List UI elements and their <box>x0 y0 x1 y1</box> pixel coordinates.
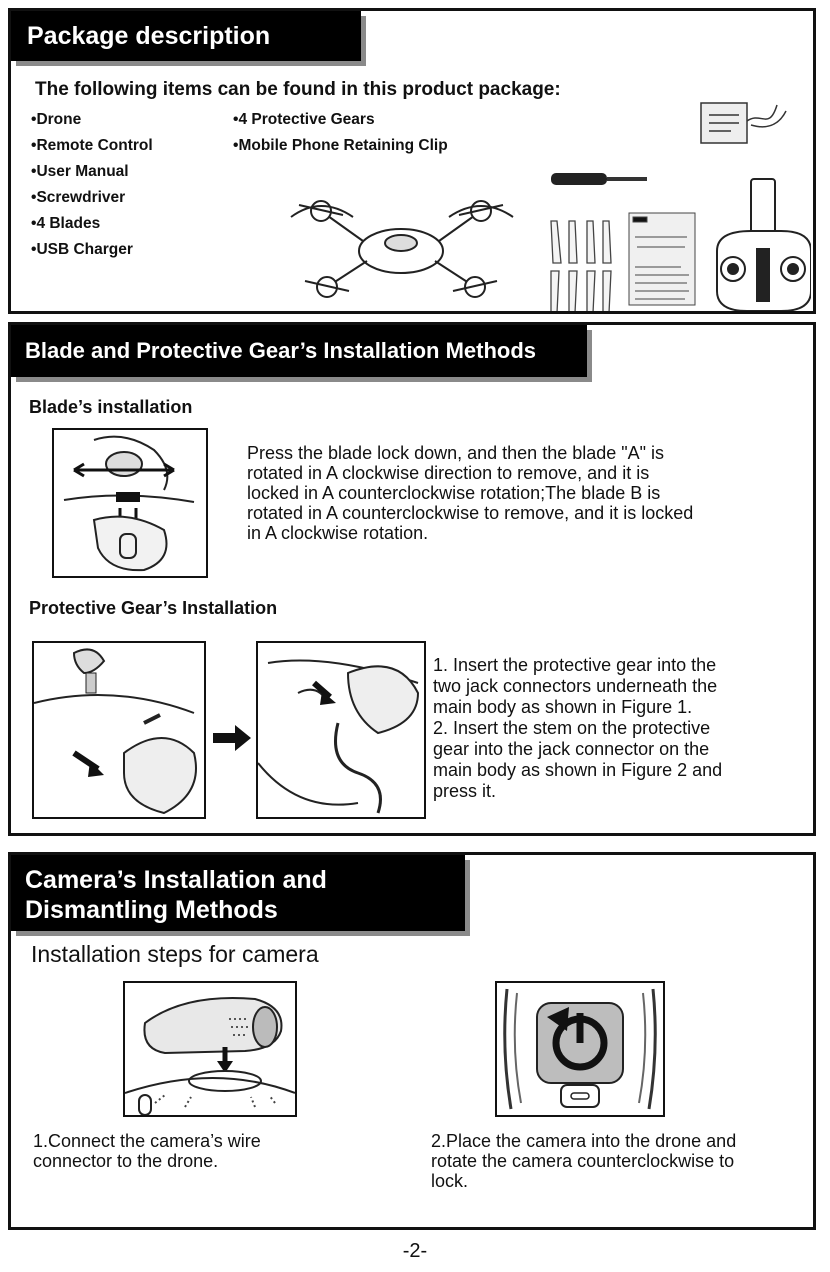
blade-lock-illustration <box>54 430 206 576</box>
camera-header: Camera’s Installation and Dismantling Methods <box>11 855 465 931</box>
usb-charger-icon <box>701 103 786 143</box>
camera-connect-illustration <box>125 983 295 1115</box>
list-item: •Remote Control <box>31 137 153 154</box>
arrow-right-icon <box>213 725 251 751</box>
list-item: •Screwdriver <box>31 189 126 206</box>
list-item: •User Manual <box>31 163 129 180</box>
drone-icon <box>291 201 513 297</box>
list-item: •Mobile Phone Retaining Clip <box>233 137 448 154</box>
blade-gear-section <box>8 322 816 836</box>
gear-figure-2 <box>256 641 426 819</box>
list-item: •4 Protective Gears <box>233 111 375 128</box>
blade-gear-header: Blade and Protective Gear’s Installation Methods <box>11 325 587 377</box>
blade-installation-title: Blade’s installation <box>29 397 193 417</box>
gear-instructions: 1. Insert the protective gear into the two jack connectors underneath the main body as shown in Figure 1. 2. Insert the stem on the protective gear into the jack connector on the main body as shown in Figure 2 and press it. <box>433 655 723 801</box>
gear-figure-1 <box>32 641 206 819</box>
list-item: •Drone <box>31 111 82 128</box>
remote-control-icon <box>717 179 811 311</box>
list-item: •USB Charger <box>31 241 133 258</box>
camera-step2-figure <box>495 981 665 1117</box>
package-header: Package description <box>11 11 361 61</box>
gear-installation-title: Protective Gear’s Installation <box>29 598 278 618</box>
screwdriver-icon <box>551 173 647 185</box>
manual-icon <box>629 213 695 305</box>
gear-step1-illustration <box>34 643 204 817</box>
camera-step1-text: 1.Connect the camera’s wire connector to the drone. <box>33 1131 261 1171</box>
camera-step2-text: 2.Place the camera into the drone and rotate the camera counterclockwise to lock. <box>431 1131 737 1191</box>
camera-steps-title: Installation steps for camera <box>31 941 319 967</box>
gear-step2-illustration <box>258 643 424 817</box>
page-number: -2- <box>402 1240 428 1262</box>
package-illustrations <box>281 91 811 311</box>
blade-instructions: Press the blade lock down, and then the blade "A" is rotated in A clockwise direction to remove, and it is locked in A counterclockwise rotation;The blade B is rotated in A counterclockwise to remove, and it is locked in A clockwise rotation. <box>247 443 694 543</box>
list-item: •4 Blades <box>31 215 101 232</box>
package-intro: The following items can be found in this product package: <box>35 79 561 100</box>
package-section <box>8 8 816 314</box>
blades-icon <box>551 221 611 311</box>
blade-figure <box>52 428 208 578</box>
camera-rotate-illustration <box>497 983 663 1115</box>
camera-section <box>8 852 816 1230</box>
camera-step1-figure <box>123 981 297 1117</box>
